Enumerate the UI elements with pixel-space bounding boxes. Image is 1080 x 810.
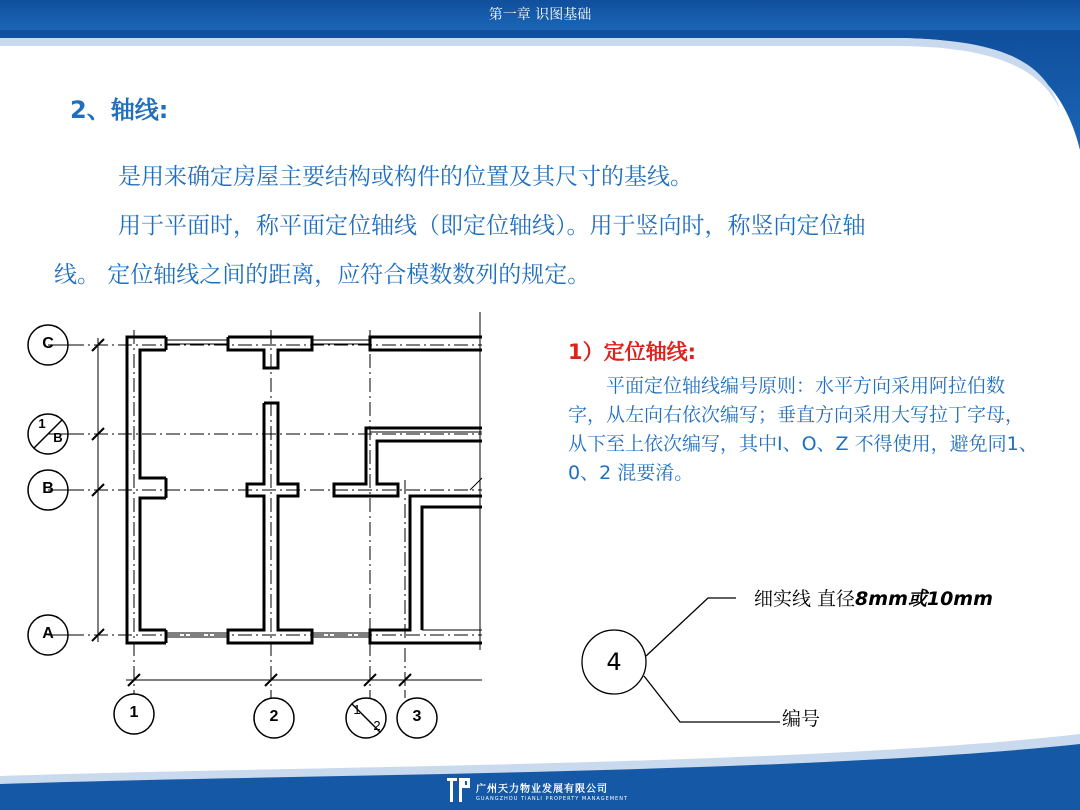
company-logo-icon [446,776,472,806]
usage-paragraph-line1: 用于平面时，称平面定位轴线（即定位轴线）。用于竖向时，称竖向定位轴 [118,213,866,239]
axis-label-b: B [42,480,54,497]
chapter-title: 第一章 识图基础 [488,7,592,23]
axis-label-c: C [42,335,54,352]
axis-label-2: 2 [269,708,279,725]
axis-label-1: 1 [129,704,139,721]
axis-label-sub-den: B [53,430,63,445]
axis-label-sub-num: 1 [38,416,46,431]
axis-label-a: A [42,625,54,642]
company-name: 广州天力物业发展有限公司 [476,784,608,795]
numbering-rule-text: 平面定位轴线编号原则：水平方向采用阿拉伯数字，从左向右依次编写；垂直方向采用大写拉丁字母，从下至上依次编写，其中I、O、Z 不得使用，避免同1、0、2 混要淆。 [568,375,1038,484]
axis-label-sub-col-den: 2 [373,718,381,733]
section-heading: 2、轴线: [70,96,169,124]
company-name-en: GUANGZHOU TIANLI PROPERTY MANAGEMENT [476,796,628,802]
thin-line-text: 细实线 直径 [754,588,856,610]
axis-symbol-number: 4 [606,648,622,676]
axis-label-3: 3 [412,708,422,725]
number-label: 编号 [782,708,821,730]
axis-label-sub-col-num: 1 [353,702,361,717]
definition-paragraph: 是用来确定房屋主要结构或构件的位置及其尺寸的基线。 [118,164,693,190]
positioning-axis-title: 1）定位轴线: [568,340,697,364]
diameter-value: 8mm或10mm [855,588,993,610]
thin-line-label [754,584,993,611]
floor-plan-drawing [0,300,560,760]
usage-paragraph-line2: 线。 定位轴线之间的距离，应符合模数数列的规定。 [54,262,591,288]
